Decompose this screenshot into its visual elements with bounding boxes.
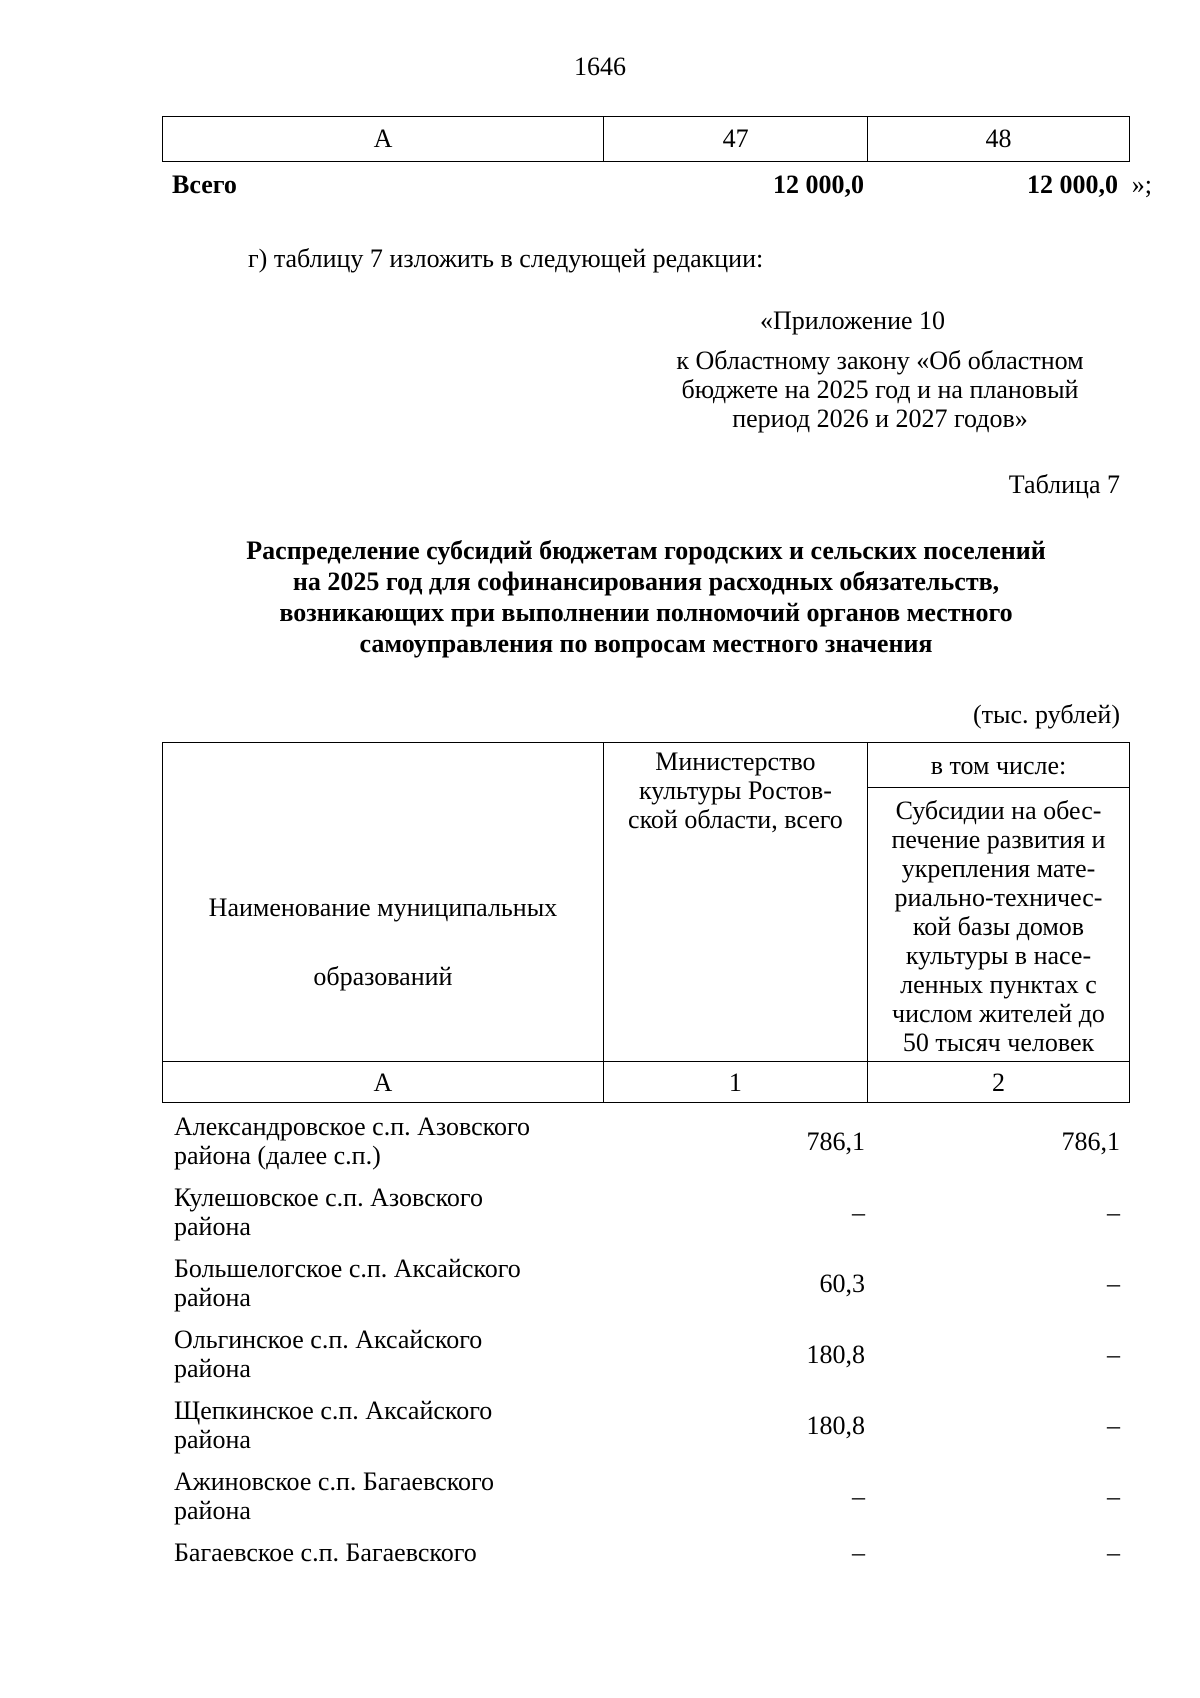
header-subsidy-description <box>867 788 1129 1062</box>
appendix-line-1: к Областному закону «Об областном <box>676 346 1084 375</box>
title-line-3: возникающих при выполнении полномочий органов местного <box>279 598 1013 627</box>
subsidy-desc-line: 50 тысяч человек <box>902 1028 1095 1057</box>
appendix-line-2: бюджете на 2025 год и на плановый <box>681 375 1079 404</box>
title-line-4: самоуправления по вопросам местного значения <box>359 629 933 658</box>
table-row <box>162 1325 1130 1396</box>
header-ministry-line-2: культуры Ростов- <box>638 776 832 805</box>
subsidy-desc-line: Субсидии на обес- <box>895 796 1102 825</box>
total-value-2: 12 000,0 <box>1027 170 1118 199</box>
subsidy-desc-line: числом жителей до <box>892 999 1105 1028</box>
table-row <box>162 1396 1130 1467</box>
appendix-reference <box>640 346 1120 433</box>
row-name-line-2: района <box>174 1212 251 1241</box>
row-name-line-1: Александровское с.п. Азовского <box>174 1112 530 1141</box>
total-value-1: 12 000,0 <box>773 170 864 199</box>
row-name-line-1: Ольгинское с.п. Аксайского <box>174 1325 483 1354</box>
table-number: Таблица 7 <box>1008 470 1120 499</box>
row-value-total: 180,8 <box>806 1411 865 1440</box>
page-number: 1646 <box>574 52 626 81</box>
header-municipality-line-2: образований <box>313 962 453 991</box>
subsidy-desc-line: укрепления мате- <box>901 854 1096 883</box>
total-label: Всего <box>172 170 237 199</box>
row-name-line-1: Багаевское с.п. Багаевского <box>174 1538 477 1567</box>
closing-quote: »; <box>1131 170 1152 199</box>
amendment-paragraph: г) таблицу 7 изложить в следующей редакции: <box>248 244 764 273</box>
header-municipality-line-1: Наименование муниципальных <box>208 893 558 922</box>
subsidy-desc-line: кой базы домов <box>912 912 1085 941</box>
row-value-total: 180,8 <box>806 1340 865 1369</box>
previous-table-total-row <box>162 170 1152 206</box>
row-value-total: – <box>852 1198 865 1227</box>
row-value-subsidy: – <box>1107 1411 1120 1440</box>
prev-col-a: А <box>163 117 604 162</box>
appendix-line-3: период 2026 и 2027 годов» <box>732 404 1028 433</box>
header-ministry-line-1: Министерство <box>655 747 816 776</box>
row-value-subsidy: – <box>1107 1538 1120 1567</box>
row-name-line-1: Кулешовское с.п. Азовского <box>174 1183 483 1212</box>
subsidy-table-header <box>162 742 1130 1103</box>
row-value-total: 786,1 <box>806 1127 865 1156</box>
table-row <box>162 1183 1130 1254</box>
subsidy-desc-line: культуры в насе- <box>905 941 1092 970</box>
row-value-total: – <box>852 1538 865 1567</box>
units-label: (тыс. рублей) <box>972 700 1120 729</box>
row-value-subsidy: – <box>1107 1269 1120 1298</box>
column-number-1: 1 <box>603 1062 867 1103</box>
row-value-subsidy: 786,1 <box>1061 1127 1120 1156</box>
table-row <box>162 1112 1130 1183</box>
subsidy-desc-line: печение развития и <box>891 825 1106 854</box>
row-name-line-2: района <box>174 1283 251 1312</box>
row-name-line-1: Щепкинское с.п. Аксайского <box>174 1396 493 1425</box>
header-ministry-total <box>603 743 867 1062</box>
row-name-line-1: Ажиновское с.п. Багаевского <box>174 1467 495 1496</box>
column-number-2: 2 <box>867 1062 1129 1103</box>
prev-col-48: 48 <box>868 117 1130 162</box>
row-name-line-2: района <box>174 1354 251 1383</box>
document-title <box>162 535 1130 659</box>
table-row <box>162 1538 1130 1609</box>
table-row <box>162 1467 1130 1538</box>
header-including: в том числе: <box>867 743 1129 788</box>
row-value-subsidy: – <box>1107 1198 1120 1227</box>
row-name-line-1: Большелогское с.п. Аксайского <box>174 1254 521 1283</box>
previous-table-header <box>162 116 1130 162</box>
row-value-subsidy: – <box>1107 1340 1120 1369</box>
header-ministry-line-3: ской области, всего <box>628 805 843 834</box>
header-municipality <box>163 743 604 1062</box>
subsidy-desc-line: риально-техничес- <box>894 883 1103 912</box>
row-value-total: – <box>852 1482 865 1511</box>
row-value-subsidy: – <box>1107 1482 1120 1511</box>
subsidy-desc-line: ленных пунктах с <box>900 970 1097 999</box>
prev-col-47: 47 <box>604 117 868 162</box>
table-row <box>162 1254 1130 1325</box>
subsidy-table-body <box>162 1112 1130 1609</box>
appendix-title: «Приложение 10 <box>760 306 946 335</box>
row-name-line-2: района <box>174 1496 251 1525</box>
row-value-total: 60,3 <box>819 1269 865 1298</box>
title-line-1: Распределение субсидий бюджетам городских и сельских поселений <box>246 536 1046 565</box>
row-name-line-2: района <box>174 1425 251 1454</box>
title-line-2: на 2025 год для софинансирования расходных обязательств, <box>292 567 1000 596</box>
column-number-a: А <box>163 1062 604 1103</box>
row-name-line-2: района (далее с.п.) <box>174 1141 381 1170</box>
